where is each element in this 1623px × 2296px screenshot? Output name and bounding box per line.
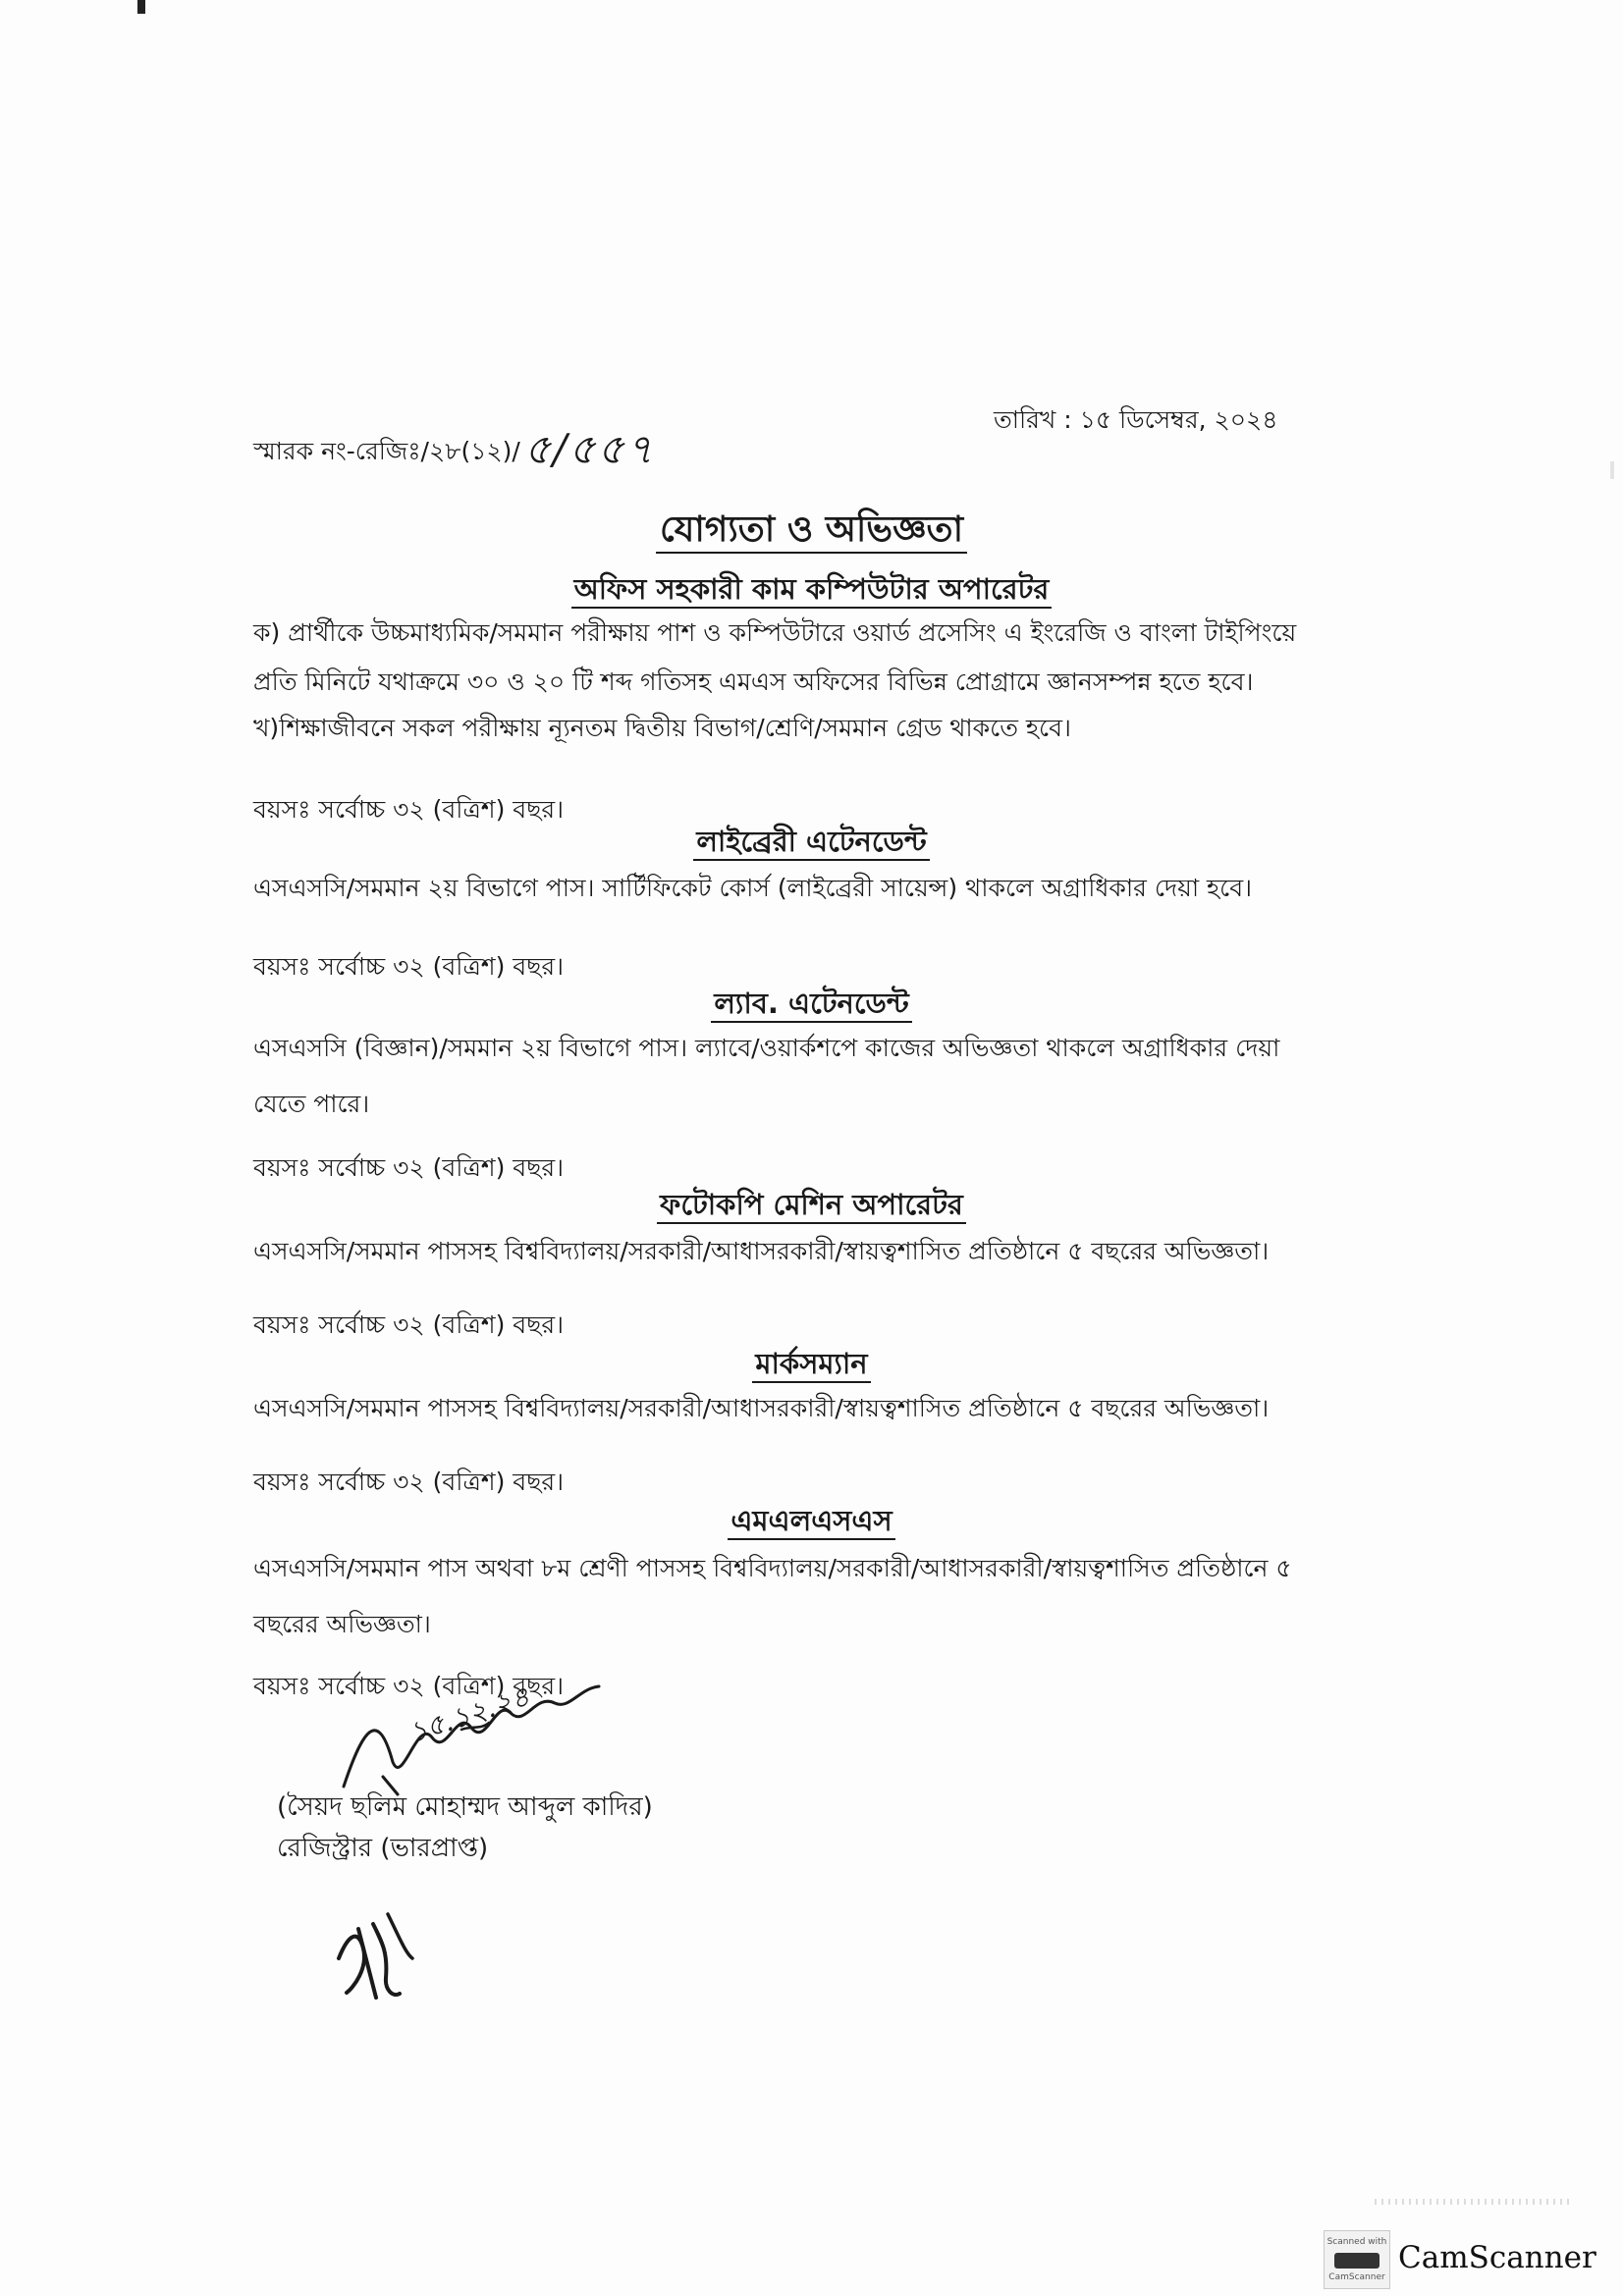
position-line: খ)শিক্ষাজীবনে সকল পরীক্ষায় ন্যূনতম দ্বিতীয় বিভাগ/শ্রেণি/সমমান গ্রেড থাকতে হবে।	[253, 714, 1071, 742]
position-heading-text: এমএলএসএস	[728, 1504, 894, 1540]
memo-reference-label: স্মারক নং-রেজিঃ/২৮(১২)/	[253, 437, 520, 465]
document-title-text: যোগ্যতা ও অভিজ্ঞতা	[656, 509, 967, 554]
position-line: ক) প্রার্থীকে উচ্চমাধ্যমিক/সমমান পরীক্ষায় পাশ ও কম্পিউটারে ওয়ার্ড প্রসেসিং এ ইংরেজি ও বাংলা টাইপিংয়ে	[253, 618, 1297, 647]
position-line: এসএসসি (বিজ্ঞান)/সমমান ২য় বিভাগে পাস। ল্যাবে/ওয়ার্কশপে কাজের অভিজ্ঞতা থাকলে অগ্রাধিকার দেয়া	[253, 1034, 1280, 1062]
scan-speck	[1610, 461, 1614, 479]
position-heading-text: অফিস সহকারী কাম কম্পিউটার অপারেটর	[571, 572, 1053, 609]
position-heading	[0, 982, 1623, 1030]
scan-mark	[137, 0, 145, 14]
scan-noise	[1375, 2199, 1571, 2205]
position-heading-text: মার্কসম্যান	[752, 1347, 870, 1383]
signature-date: ১৫.১২.২৪	[405, 1680, 534, 1749]
position-heading	[0, 1183, 1623, 1231]
position-line: প্রতি মিনিটে যথাক্রমে ৩০ ও ২০ টি শব্দ গতিসহ এমএস অফিসের বিভিন্ন প্রোগ্রামে জ্ঞানসম্পন্ন হতে হবে।	[253, 667, 1254, 696]
position-heading	[0, 1342, 1623, 1390]
position-age: বয়সঃ সর্বোচ্চ ৩২ (বত্রিশ) বছর।	[253, 1468, 565, 1496]
document-title	[0, 503, 1623, 561]
position-age: বয়সঃ সর্বোচ্চ ৩২ (বত্রিশ) বছর।	[253, 1153, 565, 1182]
position-heading-text: লাইব্রেরী এটেনডেন্ট	[693, 825, 929, 861]
position-heading	[0, 567, 1623, 615]
memo-reference-handwritten: ৫/৫৫৭	[523, 425, 656, 473]
position-line: এসএসসি/সমমান ২য় বিভাগে পাস। সার্টিফিকেট কোর্স (লাইব্রেরী সায়েন্স) থাকলে অগ্রাধিকার দেয়া হবে।	[253, 874, 1253, 902]
position-age: বয়সঃ সর্বোচ্চ ৩২ (বত্রিশ) বছর।	[253, 1310, 565, 1339]
position-heading	[0, 820, 1623, 868]
memo-reference	[253, 417, 655, 487]
position-line: এসএসসি/সমমান পাস অথবা ৮ম শ্রেণী পাসসহ বিশ্ববিদ্যালয়/সরকারী/আধাসরকারী/স্বায়ত্বশাসিত প্রতিষ্ঠানে ৫	[253, 1554, 1292, 1582]
position-age: বয়সঃ সর্বোচ্চ ৩২ (বত্রিশ) বছর।	[253, 1672, 565, 1700]
signatory-designation: রেজিস্ট্রার (ভারপ্রাপ্ত)	[277, 1834, 489, 1863]
position-heading-text: ল্যাব. এটেনডেন্ট	[711, 987, 911, 1023]
signatory-name: (সৈয়দ ছলিম মোহাম্মদ আব্দুল কাদির)	[277, 1792, 653, 1822]
position-heading-text: ফটোকপি মেশিন অপারেটর	[657, 1188, 966, 1224]
position-age: বয়সঃ সর্বোচ্চ ৩২ (বত্রিশ) বছর।	[253, 795, 565, 824]
position-line: এসএসসি/সমমান পাসসহ বিশ্ববিদ্যালয়/সরকারী/আধাসরকারী/স্বায়ত্বশাসিত প্রতিষ্ঠানে ৫ বছরের অভিজ্ঞতা।	[253, 1394, 1270, 1422]
initials-scribble	[329, 1899, 422, 2007]
camscanner-badge-bottom-text: CamScanner	[1328, 2272, 1385, 2282]
camscanner-badge-icon	[1334, 2253, 1380, 2269]
camscanner-logo-text: CamScanner	[1398, 2240, 1596, 2275]
position-line: যেতে পারে।	[253, 1090, 370, 1118]
position-age: বয়সঃ সর্বোচ্চ ৩২ (বত্রিশ) বছর।	[253, 952, 565, 981]
position-heading	[0, 1499, 1623, 1547]
position-line: এসএসসি/সমমান পাসসহ বিশ্ববিদ্যালয়/সরকারী/আধাসরকারী/স্বায়ত্বশাসিত প্রতিষ্ঠানে ৫ বছরের অভিজ্ঞতা।	[253, 1237, 1270, 1265]
position-line: বছরের অভিজ্ঞতা।	[253, 1610, 431, 1638]
camscanner-badge	[1324, 2230, 1390, 2289]
memo-date: তারিখ : ১৫ ডিসেম্বর, ২০২৪	[994, 405, 1278, 434]
camscanner-badge-top-text: Scanned with	[1326, 2237, 1387, 2247]
